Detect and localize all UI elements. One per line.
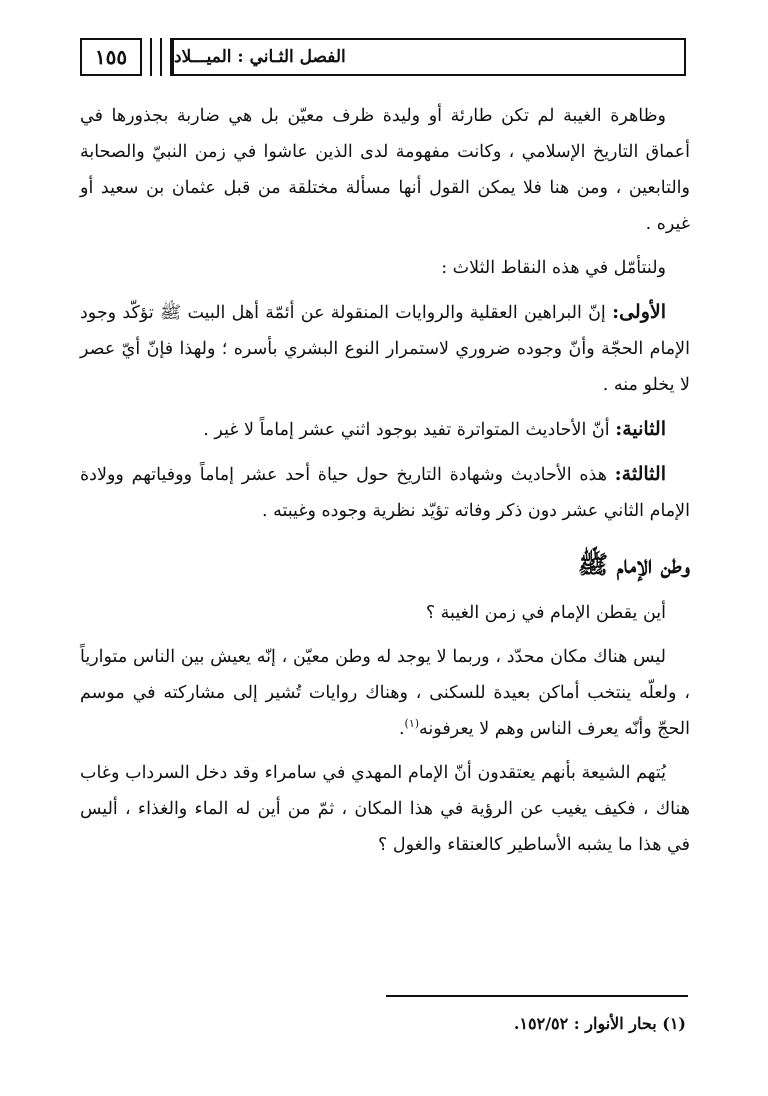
- paragraph-accusation: يُتهم الشيعة بأنهم يعتقدون أنّ الإمام المهدي في سامراء وقد دخل السرداب وغاب هناك ، فكيف يغيب عن الرؤية في هذا المكان ، ثمّ من أين له الماء والغذاء ، أليس في هذا ما يشبه الأساطير كالعنقاء والغول ؟: [80, 763, 690, 855]
- second-point-label: الثانية:: [615, 418, 666, 440]
- footnote-marker: (١): [404, 717, 420, 731]
- paragraph-first-point: [80, 294, 690, 403]
- page-body: [80, 98, 690, 871]
- no-fixed-place-text: ليس هناك مكان محدّد ، وربما لا يوجد له وطن معيّن ، إنّه يعيش بين الناس متوارياً ، ولعلّه ينتخب أماكن بعيدة للسكنى ، وهناك روايات تُشير إلى مشاركته في موسم الحجّ وأنّه يعرف الناس وهم لا يعرفونه: [80, 647, 690, 739]
- page-header: [80, 38, 686, 80]
- paragraph-question: أين يقطن الإمام في زمن الغيبة ؟: [425, 603, 666, 623]
- paragraph-points-intro: ولنتأمّل في هذه النقاط الثلاث :: [441, 258, 666, 278]
- page-number: ١٥٥: [80, 38, 142, 76]
- no-fixed-place-end: .: [398, 719, 405, 739]
- first-point-label: الأولى:: [612, 301, 666, 323]
- paragraph-occultation: وظاهرة الغيبة لم تكن طارئة أو وليدة ظرف معيّن بل هي ضاربة بجذورها في أعماق التاريخ الإسلامي ، وكانت مفهومة لدى الذين عاشوا في زمن النبيّ والصحابة والتابعين ، ومن هنا فلا يمكن القول أنها مسألة مختلقة من قبل عثمان بن سعيد أو غيره .: [80, 106, 690, 234]
- footnote-separator: [386, 995, 688, 997]
- header-divider: [150, 38, 172, 76]
- chapter-title: الفصل الثـاني : الميـــلاد: [172, 38, 686, 76]
- paragraph-no-fixed-place: [80, 639, 690, 747]
- third-point-text: هذه الأحاديث وشهادة التاريخ حول حياة أحد عشر إماماً ووفياتهم وولادة الإمام الثاني عشر دون ذكر وفاته تؤيّد نظرية وجوده وغيبته .: [80, 465, 690, 521]
- footnote: (١) بحار الأنوار : ١٥٢/٥٢.: [513, 1014, 686, 1033]
- first-point-text: إنّ البراهين العقلية والروايات المنقولة عن أئمّة أهل البيت ﷺ تؤكّد وجود الإمام الحجّة وأنّ وجوده ضروري لاستمرار النوع البشري بأسره ؛ ولهذا فإنّ أيّ عصر لا يخلو منه .: [80, 303, 690, 395]
- third-point-label: الثالثة:: [614, 463, 666, 485]
- paragraph-second-point: [80, 411, 690, 448]
- second-point-text: أنّ الأحاديث المتواترة تفيد بوجود اثني عشر إماماً لا غير .: [203, 420, 616, 440]
- section-heading: وطن الإمام ﷺ: [577, 550, 690, 579]
- paragraph-third-point: [80, 456, 690, 529]
